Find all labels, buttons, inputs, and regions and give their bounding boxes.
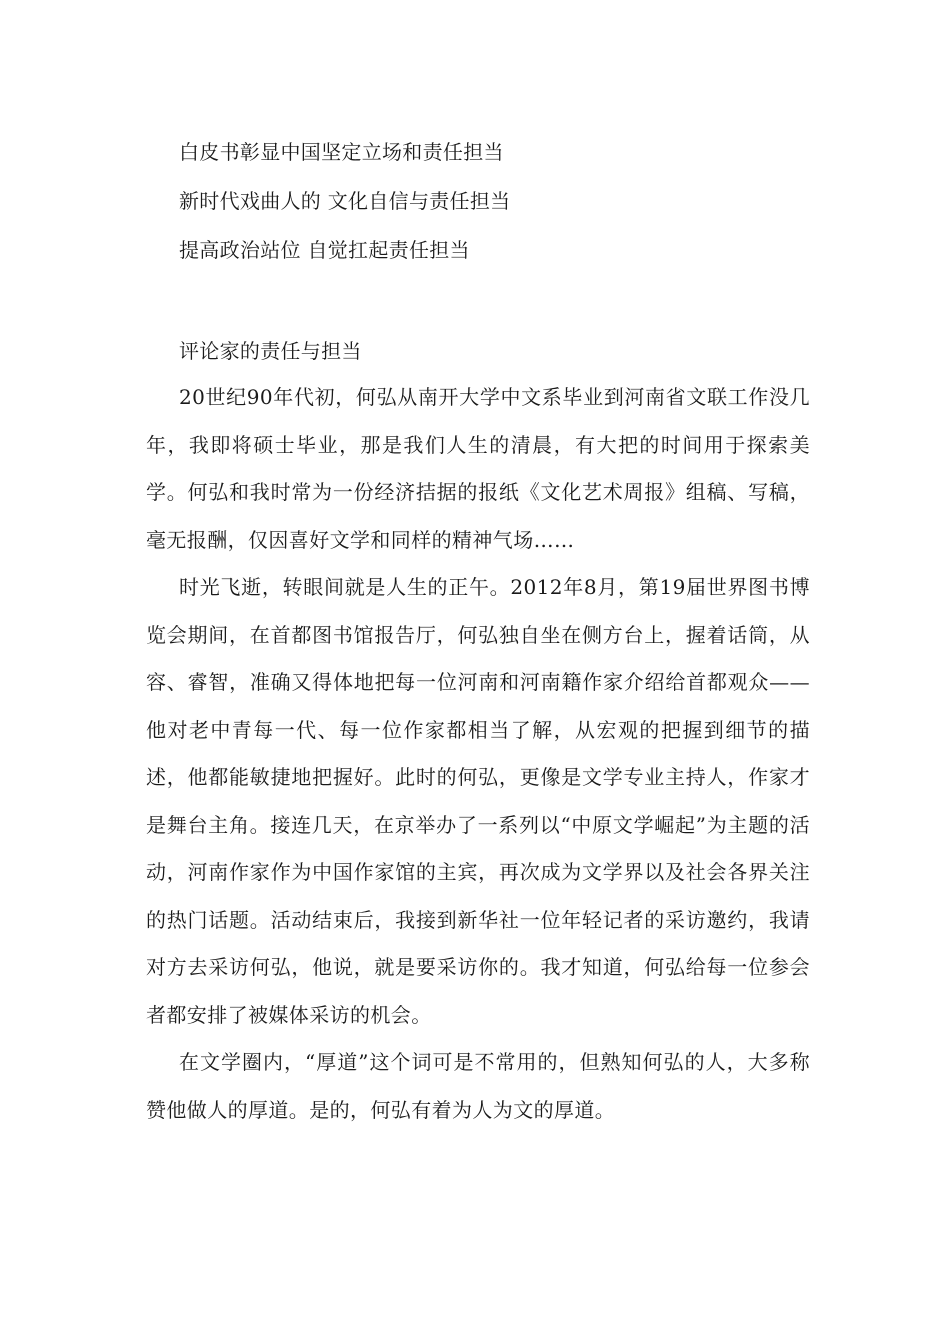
article-body — [146, 374, 810, 1134]
article-paragraph-3: 在文学圈内，“厚道”这个词可是不常用的，但熟知何弘的人，大多称赞他做人的厚道。是的，何弘有着为人为文的厚道。 — [146, 1050, 810, 1122]
related-headline-3: 提高政治站位 自觉扛起责任担当 — [179, 238, 470, 262]
related-headline-1: 白皮书彰显中国坚定立场和责任担当 — [179, 140, 504, 164]
related-headline-2: 新时代戏曲人的 文化自信与责任担当 — [179, 189, 511, 213]
article-title: 评论家的责任与担当 — [179, 339, 362, 363]
article-paragraph-2: 时光飞逝，转眼间就是人生的正午。2012年8月，第19届世界图书博览会期间，在首都图书馆报告厅，何弘独自坐在侧方台上，握着话筒，从容、睿智，准确又得体地把每一位河南和河南籍作家介绍给首都观众——他对老中青每一代、每一位作家都相当了解，从宏观的把握到细节的描述，他都能敏捷地把握好。此时的何弘，更像是文学专业主持人，作家才是舞台主角。接连几天，在京举办了一系列以“中原文学崛起”为主题的活动，河南作家作为中国作家馆的主宾，再次成为文学界以及社会各界关注的热门话题。活动结束后，我接到新华社一位年轻记者的采访邀约，我请对方去采访何弘，他说，就是要采访你的。我才知道，何弘给每一位参会者都安排了被媒体采访的机会。 — [146, 575, 810, 1027]
article-paragraph-1: 20世纪90年代初，何弘从南开大学中文系毕业到河南省文联工作没几年，我即将硕士毕业，那是我们人生的清晨，有大把的时间用于探索美学。何弘和我时常为一份经济拮据的报纸《文化艺术周报》组稿、写稿，毫无报酬，仅因喜好文学和同样的精神气场…… — [146, 385, 810, 552]
